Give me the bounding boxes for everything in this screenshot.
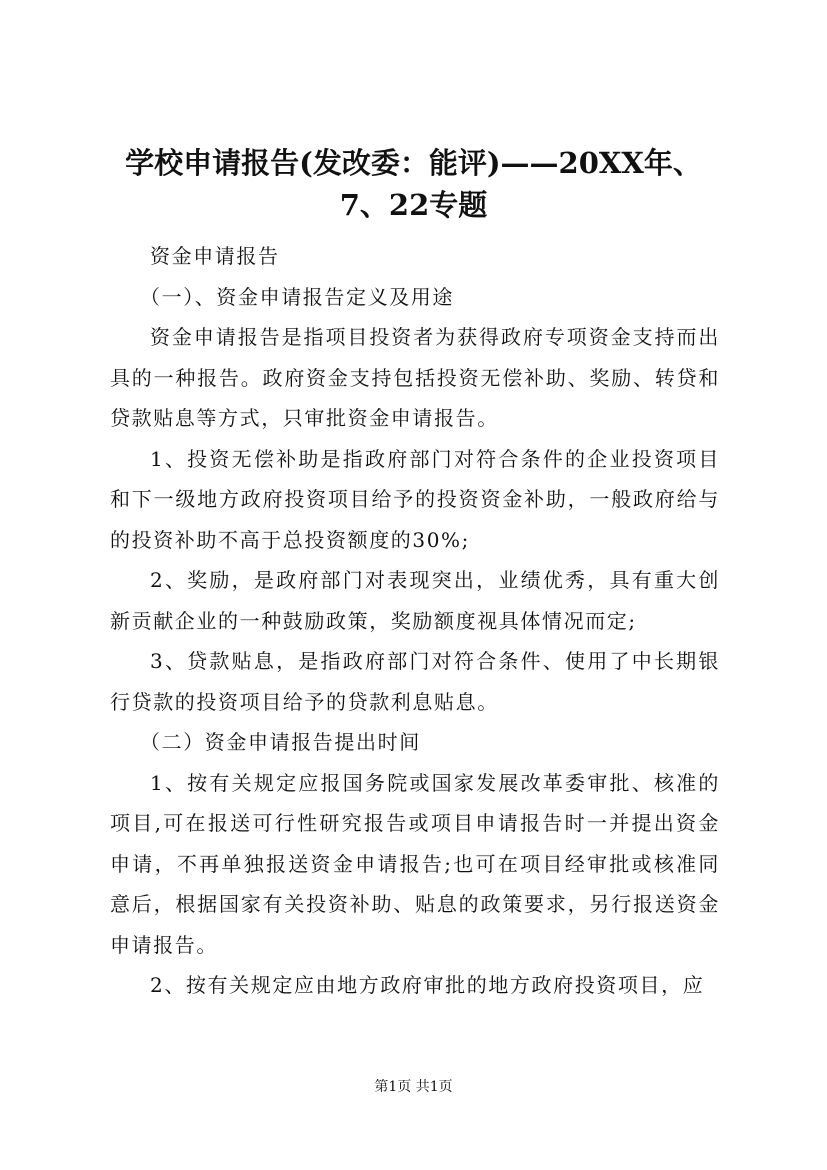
title-line-1: 学校申请报告(发改委：能评)——20XX年、: [125, 146, 702, 180]
section-heading: 资金申请报告: [150, 244, 280, 268]
page-number-footer: 第1页 共1页: [374, 1079, 453, 1095]
paragraph: 资金申请报告是指项目投资者为获得政府专项资金支持而出具的一种报告。政府资金支持包括投资无偿补助、奖励、转贷和贷款贴息等方式，只审批资金申请报告。: [110, 325, 720, 430]
document-body: [110, 236, 720, 1006]
subsection-heading: （二）资金申请报告提出时间: [140, 730, 421, 754]
paragraph: 1、按有关规定应报国务院或国家发展改革委审批、核准的项目,可在报送可行性研究报告或项目申请报告时一并提出资金申请，不再单独报送资金申请报告;也可在项目经审批或核准同意后，根据国家有关投资补助、贴息的政策要求，另行报送资金申请报告。: [110, 770, 720, 957]
paragraph: 1、投资无偿补助是指政府部门对符合条件的企业投资项目和下一级地方政府投资项目给予的投资资金补助，一般政府给与的投资补助不高于总投资额度的30%;: [110, 446, 720, 552]
paragraph: 2、奖励，是政府部门对表现突出，业绩优秀，具有重大创新贡献企业的一种鼓励政策，奖励额度视具体情况而定;: [110, 568, 720, 633]
paragraph: 3、贷款贴息，是指政府部门对符合条件、使用了中长期银行贷款的投资项目给予的贷款利息贴息。: [110, 649, 720, 714]
document-title: [100, 142, 727, 226]
title-line-2: 7、22专题: [339, 188, 488, 222]
subsection-heading: （一）、资金申请报告定义及用途: [140, 284, 454, 309]
paragraph: 2、按有关规定应由地方政府审批的地方政府投资项目，应: [150, 973, 705, 997]
